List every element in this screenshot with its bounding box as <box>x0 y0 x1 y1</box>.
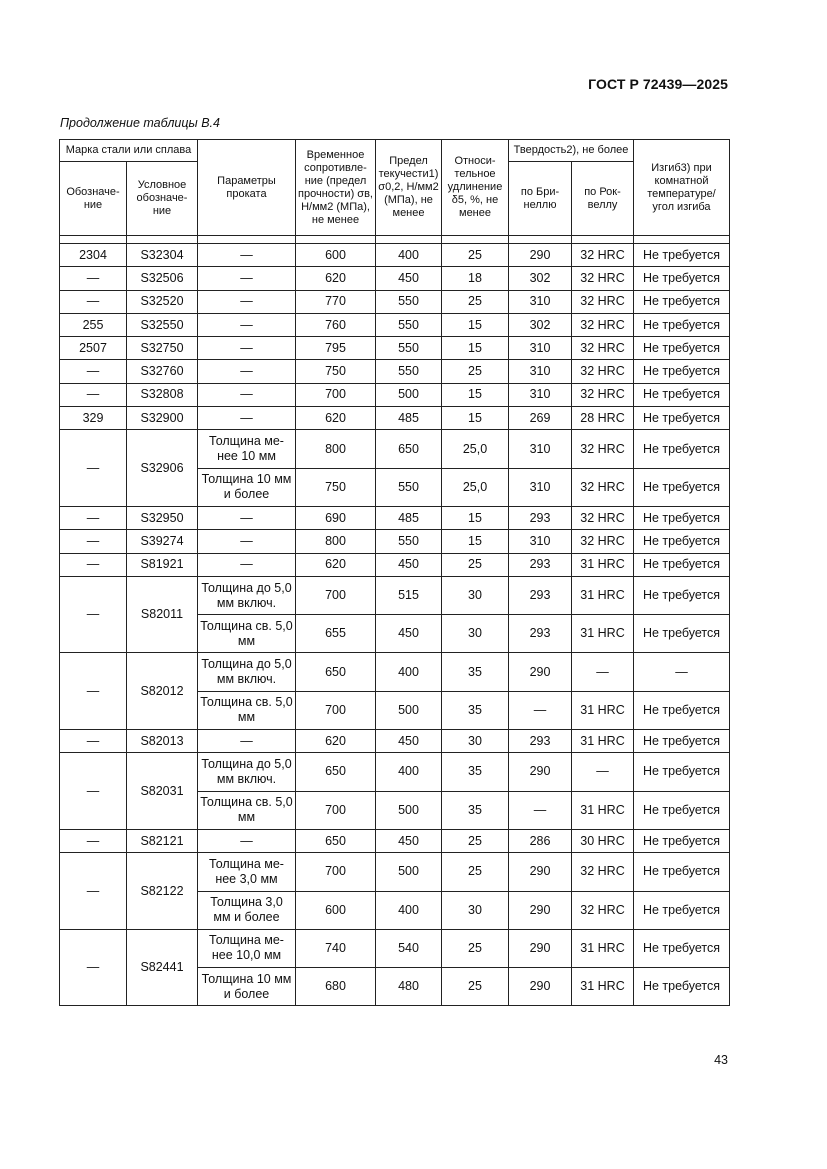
cell-hb: 310 <box>509 430 572 468</box>
cell-yield: 450 <box>376 615 442 653</box>
cell-bend: Не требуется <box>634 891 730 929</box>
cell-hb: 302 <box>509 267 572 290</box>
cell-hb: 293 <box>509 553 572 576</box>
cell-designation: — <box>60 929 127 1006</box>
cell-bend: Не требуется <box>634 383 730 406</box>
cell-bend: Не требуется <box>634 290 730 313</box>
cell-bend: Не требуется <box>634 968 730 1006</box>
header-rockwell: по Рок-веллу <box>572 162 634 236</box>
cell-tensile: 760 <box>296 313 376 336</box>
cell-tensile: 680 <box>296 968 376 1006</box>
cell-elong: 15 <box>442 530 509 553</box>
table-row <box>60 653 730 691</box>
cell-conventional: S82011 <box>127 576 198 653</box>
cell-hrc: 31 HRC <box>572 576 634 614</box>
cell-elong: 15 <box>442 407 509 430</box>
table-row <box>60 530 730 553</box>
cell-elong: 25 <box>442 829 509 852</box>
cell-conventional: S32506 <box>127 267 198 290</box>
cell-tensile: 620 <box>296 730 376 753</box>
cell-yield: 550 <box>376 360 442 383</box>
page-number: 43 <box>714 1053 728 1067</box>
cell-params: Толщина 10 мм и более <box>198 468 296 506</box>
cell-hrc: 32 HRC <box>572 313 634 336</box>
cell-params: — <box>198 290 296 313</box>
cell-params: — <box>198 407 296 430</box>
table-caption: Продолжение таблицы В.4 <box>60 116 220 130</box>
cell-hb: 290 <box>509 853 572 891</box>
cell-designation: — <box>60 753 127 830</box>
cell-tensile: 750 <box>296 360 376 383</box>
cell-hb: 290 <box>509 929 572 967</box>
cell-elong: 35 <box>442 653 509 691</box>
cell-conventional: S32520 <box>127 290 198 313</box>
cell-conventional: S82441 <box>127 929 198 1006</box>
cell-params: — <box>198 360 296 383</box>
cell-designation: — <box>60 290 127 313</box>
header-brinell: по Бри-неллю <box>509 162 572 236</box>
properties-table <box>59 139 730 1006</box>
cell-bend: Не требуется <box>634 829 730 852</box>
cell-elong: 25 <box>442 929 509 967</box>
cell-conventional: S82012 <box>127 653 198 730</box>
header-hardness-group: Твердость2), не более <box>509 140 634 162</box>
table-row <box>60 553 730 576</box>
cell-designation: 329 <box>60 407 127 430</box>
cell-bend: — <box>634 653 730 691</box>
cell-params: — <box>198 313 296 336</box>
cell-conventional: S32900 <box>127 407 198 430</box>
cell-tensile: 600 <box>296 244 376 267</box>
cell-designation: — <box>60 576 127 653</box>
cell-designation: 2304 <box>60 244 127 267</box>
cell-params: — <box>198 383 296 406</box>
cell-yield: 550 <box>376 468 442 506</box>
cell-elong: 18 <box>442 267 509 290</box>
table-row <box>60 290 730 313</box>
cell-hrc: 32 HRC <box>572 430 634 468</box>
cell-elong: 25,0 <box>442 430 509 468</box>
cell-tensile: 690 <box>296 506 376 529</box>
cell-tensile: 620 <box>296 267 376 290</box>
cell-hrc: 28 HRC <box>572 407 634 430</box>
cell-hrc: 32 HRC <box>572 530 634 553</box>
cell-elong: 35 <box>442 691 509 729</box>
cell-yield: 550 <box>376 313 442 336</box>
header-bend: Изгиб3) при комнатной температуре/ угол изгиба <box>634 140 730 236</box>
cell-bend: Не требуется <box>634 615 730 653</box>
cell-tensile: 700 <box>296 576 376 614</box>
cell-tensile: 800 <box>296 530 376 553</box>
table-row <box>60 730 730 753</box>
cell-hrc: 32 HRC <box>572 267 634 290</box>
cell-conventional: S32950 <box>127 506 198 529</box>
cell-tensile: 650 <box>296 653 376 691</box>
cell-hb: 293 <box>509 615 572 653</box>
cell-hrc: 31 HRC <box>572 791 634 829</box>
cell-tensile: 655 <box>296 615 376 653</box>
cell-yield: 500 <box>376 853 442 891</box>
cell-tensile: 800 <box>296 430 376 468</box>
table-body <box>60 244 730 1006</box>
header-yield: Предел текучести1) σ0,2, Н/мм2 (МПа), не менее <box>376 140 442 236</box>
cell-hb: 290 <box>509 753 572 791</box>
cell-hb: 293 <box>509 730 572 753</box>
cell-conventional: S82013 <box>127 730 198 753</box>
cell-hb: 310 <box>509 468 572 506</box>
cell-hrc: — <box>572 653 634 691</box>
cell-hrc: 31 HRC <box>572 929 634 967</box>
cell-elong: 25 <box>442 360 509 383</box>
cell-hb: 290 <box>509 244 572 267</box>
cell-hb: 290 <box>509 891 572 929</box>
cell-tensile: 770 <box>296 290 376 313</box>
cell-params: Толщина ме-нее 3,0 мм <box>198 853 296 891</box>
cell-designation: 255 <box>60 313 127 336</box>
cell-hb: 310 <box>509 290 572 313</box>
cell-hb: 290 <box>509 968 572 1006</box>
cell-hrc: 32 HRC <box>572 383 634 406</box>
cell-elong: 25 <box>442 244 509 267</box>
table-row <box>60 829 730 852</box>
cell-yield: 400 <box>376 891 442 929</box>
cell-hb: 302 <box>509 313 572 336</box>
table-row <box>60 360 730 383</box>
table-row <box>60 267 730 290</box>
cell-bend: Не требуется <box>634 267 730 290</box>
cell-bend: Не требуется <box>634 691 730 729</box>
cell-elong: 30 <box>442 891 509 929</box>
cell-bend: Не требуется <box>634 313 730 336</box>
cell-yield: 400 <box>376 653 442 691</box>
header-conventional: Условное обозначе-ние <box>127 162 198 236</box>
cell-designation: — <box>60 530 127 553</box>
cell-hb: 286 <box>509 829 572 852</box>
header-elongation: Относи-тельное удлинение δ5, %, не менее <box>442 140 509 236</box>
cell-params: Толщина 3,0 мм и более <box>198 891 296 929</box>
cell-conventional: S32808 <box>127 383 198 406</box>
cell-tensile: 600 <box>296 891 376 929</box>
cell-params: — <box>198 730 296 753</box>
cell-conventional: S32750 <box>127 337 198 360</box>
table-row <box>60 407 730 430</box>
cell-tensile: 795 <box>296 337 376 360</box>
cell-elong: 30 <box>442 730 509 753</box>
cell-tensile: 650 <box>296 829 376 852</box>
cell-hb: 310 <box>509 337 572 360</box>
table-row <box>60 430 730 468</box>
cell-elong: 15 <box>442 313 509 336</box>
header-params: Параметры проката <box>198 140 296 236</box>
cell-hrc: 32 HRC <box>572 337 634 360</box>
cell-elong: 25 <box>442 290 509 313</box>
table-row <box>60 753 730 791</box>
cell-hrc: 31 HRC <box>572 691 634 729</box>
cell-hrc: 32 HRC <box>572 244 634 267</box>
cell-tensile: 700 <box>296 791 376 829</box>
cell-params: — <box>198 337 296 360</box>
cell-conventional: S32760 <box>127 360 198 383</box>
cell-params: — <box>198 829 296 852</box>
cell-conventional: S82122 <box>127 853 198 930</box>
cell-params: Толщина св. 5,0 мм <box>198 615 296 653</box>
cell-elong: 25 <box>442 968 509 1006</box>
cell-conventional: S82031 <box>127 753 198 830</box>
cell-params: Толщина 10 мм и более <box>198 968 296 1006</box>
cell-elong: 25,0 <box>442 468 509 506</box>
cell-params: Толщина ме-нее 10,0 мм <box>198 929 296 967</box>
cell-elong: 30 <box>442 576 509 614</box>
table-row <box>60 576 730 614</box>
cell-tensile: 750 <box>296 468 376 506</box>
cell-designation: — <box>60 553 127 576</box>
cell-hb: — <box>509 691 572 729</box>
cell-hb: 293 <box>509 506 572 529</box>
cell-bend: Не требуется <box>634 468 730 506</box>
cell-hrc: 32 HRC <box>572 506 634 529</box>
cell-tensile: 700 <box>296 691 376 729</box>
cell-hb: 310 <box>509 383 572 406</box>
cell-hb: 293 <box>509 576 572 614</box>
cell-yield: 450 <box>376 730 442 753</box>
cell-hrc: 31 HRC <box>572 553 634 576</box>
cell-designation: — <box>60 360 127 383</box>
cell-bend: Не требуется <box>634 337 730 360</box>
table-row <box>60 506 730 529</box>
cell-hrc: 31 HRC <box>572 968 634 1006</box>
cell-conventional: S82121 <box>127 829 198 852</box>
table-row <box>60 383 730 406</box>
cell-hb: 310 <box>509 530 572 553</box>
table-row <box>60 244 730 267</box>
cell-params: — <box>198 530 296 553</box>
cell-designation: — <box>60 383 127 406</box>
cell-hrc: 32 HRC <box>572 891 634 929</box>
document-code: ГОСТ Р 72439—2025 <box>588 76 728 92</box>
cell-conventional: S39274 <box>127 530 198 553</box>
cell-yield: 450 <box>376 829 442 852</box>
cell-conventional: S32906 <box>127 430 198 507</box>
cell-elong: 35 <box>442 753 509 791</box>
cell-tensile: 650 <box>296 753 376 791</box>
header-tensile: Временное сопротивле-ние (предел прочности) σв, Н/мм2 (МПа), не менее <box>296 140 376 236</box>
cell-hrc: 32 HRC <box>572 360 634 383</box>
cell-yield: 500 <box>376 691 442 729</box>
cell-bend: Не требуется <box>634 753 730 791</box>
cell-hb: 269 <box>509 407 572 430</box>
cell-hrc: — <box>572 753 634 791</box>
cell-bend: Не требуется <box>634 553 730 576</box>
cell-bend: Не требуется <box>634 576 730 614</box>
cell-yield: 500 <box>376 383 442 406</box>
cell-bend: Не требуется <box>634 430 730 468</box>
cell-params: — <box>198 506 296 529</box>
cell-hb: 310 <box>509 360 572 383</box>
cell-designation: — <box>60 267 127 290</box>
cell-yield: 550 <box>376 290 442 313</box>
cell-yield: 480 <box>376 968 442 1006</box>
cell-yield: 485 <box>376 407 442 430</box>
cell-hb: 290 <box>509 653 572 691</box>
cell-designation: 2507 <box>60 337 127 360</box>
cell-params: — <box>198 553 296 576</box>
cell-hrc: 30 HRC <box>572 829 634 852</box>
cell-yield: 515 <box>376 576 442 614</box>
cell-hb: — <box>509 791 572 829</box>
cell-designation: — <box>60 506 127 529</box>
cell-params: — <box>198 244 296 267</box>
cell-yield: 650 <box>376 430 442 468</box>
cell-elong: 25 <box>442 853 509 891</box>
cell-yield: 400 <box>376 244 442 267</box>
cell-designation: — <box>60 430 127 507</box>
cell-conventional: S32304 <box>127 244 198 267</box>
cell-bend: Не требуется <box>634 530 730 553</box>
cell-bend: Не требуется <box>634 407 730 430</box>
cell-params: Толщина св. 5,0 мм <box>198 791 296 829</box>
cell-conventional: S32550 <box>127 313 198 336</box>
cell-elong: 25 <box>442 553 509 576</box>
cell-tensile: 620 <box>296 407 376 430</box>
cell-hrc: 32 HRC <box>572 290 634 313</box>
cell-yield: 485 <box>376 506 442 529</box>
cell-hrc: 32 HRC <box>572 468 634 506</box>
cell-bend: Не требуется <box>634 244 730 267</box>
cell-conventional: S81921 <box>127 553 198 576</box>
cell-tensile: 740 <box>296 929 376 967</box>
cell-yield: 500 <box>376 791 442 829</box>
cell-yield: 450 <box>376 553 442 576</box>
cell-bend: Не требуется <box>634 730 730 753</box>
cell-params: Толщина ме-нее 10 мм <box>198 430 296 468</box>
cell-params: Толщина до 5,0 мм включ. <box>198 753 296 791</box>
cell-designation: — <box>60 653 127 730</box>
cell-hrc: 32 HRC <box>572 853 634 891</box>
cell-yield: 550 <box>376 530 442 553</box>
cell-yield: 550 <box>376 337 442 360</box>
cell-elong: 15 <box>442 506 509 529</box>
cell-designation: — <box>60 853 127 930</box>
cell-hrc: 31 HRC <box>572 615 634 653</box>
cell-yield: 450 <box>376 267 442 290</box>
cell-params: Толщина до 5,0 мм включ. <box>198 653 296 691</box>
cell-params: Толщина св. 5,0 мм <box>198 691 296 729</box>
cell-bend: Не требуется <box>634 791 730 829</box>
cell-bend: Не требуется <box>634 853 730 891</box>
cell-bend: Не требуется <box>634 929 730 967</box>
header-grade-group: Марка стали или сплава <box>60 140 198 162</box>
cell-elong: 35 <box>442 791 509 829</box>
cell-params: Толщина до 5,0 мм включ. <box>198 576 296 614</box>
cell-params: — <box>198 267 296 290</box>
table-row <box>60 853 730 891</box>
cell-elong: 30 <box>442 615 509 653</box>
cell-designation: — <box>60 829 127 852</box>
cell-yield: 540 <box>376 929 442 967</box>
cell-designation: — <box>60 730 127 753</box>
table-row <box>60 929 730 967</box>
table-row <box>60 337 730 360</box>
cell-hrc: 31 HRC <box>572 730 634 753</box>
cell-elong: 15 <box>442 337 509 360</box>
cell-yield: 400 <box>376 753 442 791</box>
cell-bend: Не требуется <box>634 506 730 529</box>
header-designation: Обозначе-ние <box>60 162 127 236</box>
cell-tensile: 700 <box>296 853 376 891</box>
cell-bend: Не требуется <box>634 360 730 383</box>
cell-tensile: 620 <box>296 553 376 576</box>
table-row <box>60 313 730 336</box>
cell-elong: 15 <box>442 383 509 406</box>
cell-tensile: 700 <box>296 383 376 406</box>
